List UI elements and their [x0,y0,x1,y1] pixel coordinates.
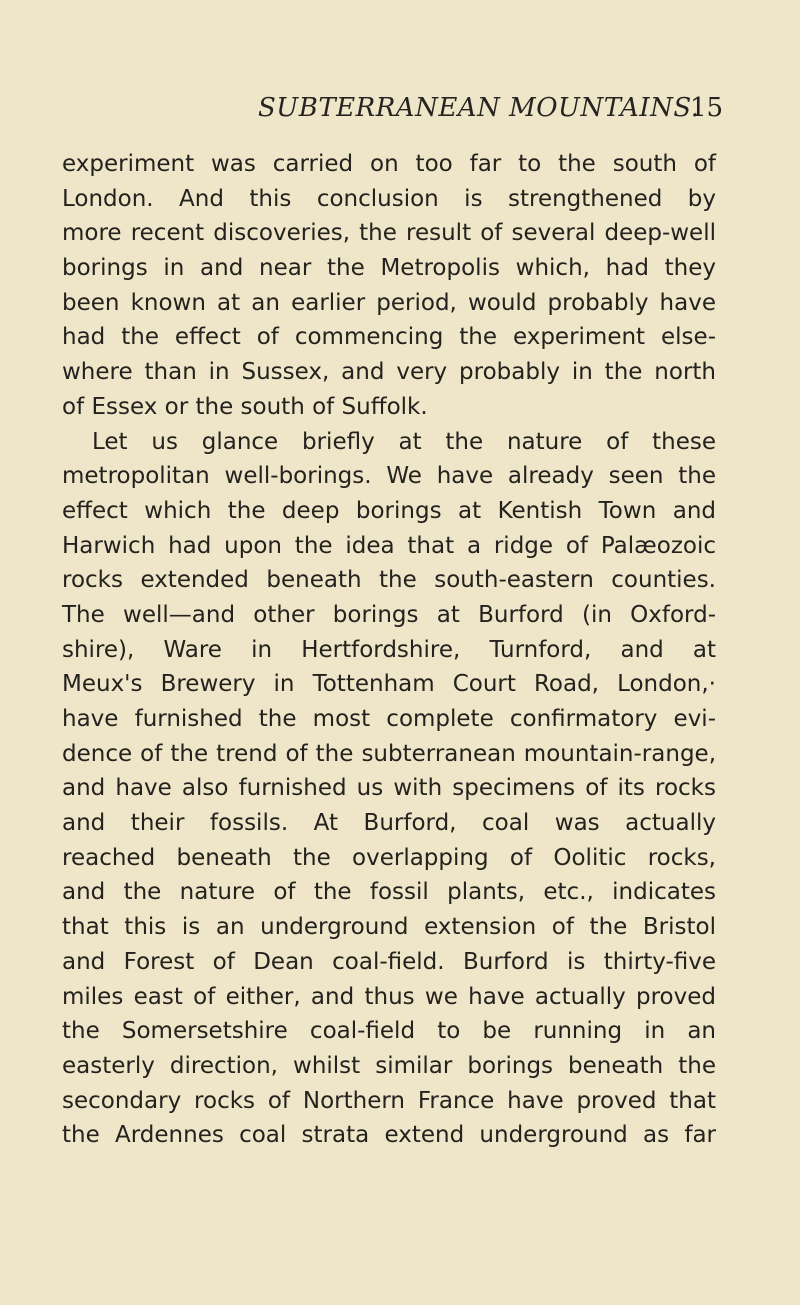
text-line: experiment was carried on too far to the south of [62,151,716,177]
running-head [0,93,800,133]
text-line: shire), Ware in Hertfordshire, Turnford, and at [62,636,716,663]
text-line: secondary rocks of Northern France have proved that [62,1087,716,1114]
text-line: and Forest of Dean coal-field. Burford is thirty-five [62,948,716,975]
text-line: have furnished the most complete confirmatory evi- [62,706,716,732]
body-text [62,147,716,1153]
text-line: and their fossils. At Burford, coal was actually [62,810,716,837]
text-line: been known at an earlier period, would probably have [62,289,716,316]
page-number: 15 [690,93,724,123]
text-line: of Essex or the south of Suffolk. [62,393,428,420]
text-line: Meux's Brewery in Tottenham Court Road, London,· [62,671,716,698]
text-line: Harwich had upon the idea that a ridge of Palæozoic [62,532,716,559]
text-line: London. And this conclusion is strengthened by [62,185,716,212]
text-line: where than in Sussex, and very probably in the north [62,359,716,386]
text-line: dence of the trend of the subterranean mountain-range, [62,740,716,767]
text-line: the Somersetshire coal-field to be running in an [62,1018,716,1045]
text-line: and the nature of the fossil plants, etc., indicates [62,879,716,906]
running-title: SUBTERRANEAN MOUNTAINS. [258,93,700,123]
text-line: had the effect of commencing the experiment else- [62,324,716,351]
text-line: and have also furnished us with specimens of its rocks [62,775,716,802]
text-line: Let us glance briefly at the nature of these [92,428,716,455]
text-line: reached beneath the overlapping of Oolitic rocks, [62,844,716,871]
text-line: the Ardennes coal strata extend underground as far [62,1122,716,1149]
text-line: rocks extended beneath the south-eastern counties. [62,567,716,594]
text-line: that this is an underground extension of the Bristol [62,914,716,941]
text-line: The well—and other borings at Burford (in Oxford- [62,601,716,628]
text-line: metropolitan well-borings. We have already seen the [62,463,716,490]
text-line: miles east of either, and thus we have actually proved [62,983,716,1010]
text-line: more recent discoveries, the result of several deep-well [62,220,716,247]
text-line: borings in and near the Metropolis which, had they [62,255,716,282]
text-line: effect which the deep borings at Kentish Town and [62,497,716,524]
text-line: easterly direction, whilst similar borings beneath the [62,1052,716,1079]
